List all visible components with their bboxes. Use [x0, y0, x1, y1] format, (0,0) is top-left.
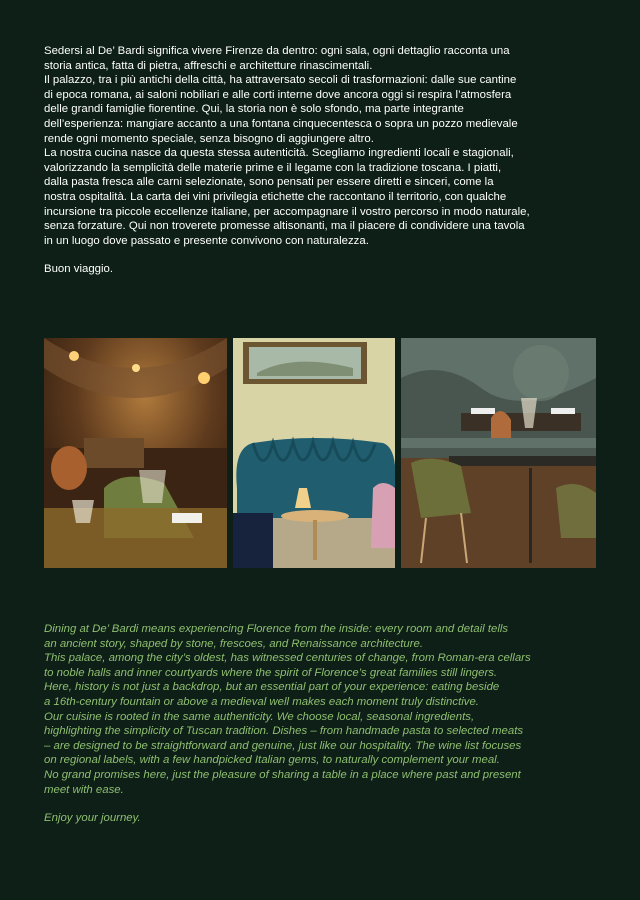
photo-velvet-sofa-lounge: [233, 338, 395, 568]
closing-english: Enjoy your journey.: [44, 812, 141, 825]
photo-stone-vault-dining-room: [44, 338, 227, 568]
photo-strip: [44, 338, 596, 568]
closing-italian: Buon viaggio.: [44, 263, 114, 276]
intro-paragraph-english: Dining at De’ Bardi means experiencing Florence from the inside: every room and detail tells an ancient story, shaped by stone, frescoes, and Renaissance architecture. This palace, among the city’s oldest, has witnessed centuries of change, from Roman-era cellars to noble halls and inner courtyards where the spirit of Florence’s great families still lingers. Here, history is not just a backdrop, but an essential part of your experience: eating beside a 16th-century fountain or above a medieval well makes each moment truly distinctive. Our cuisine is rooted in the same authenticity. We choose local, seasonal ingredients, highlighting the simplicity of Tuscan tradition. Dishes – from handmade pasta to selected meats – are designed to be straightforward and genuine, just like our hospitality. The wine list focuses on regional labels, with a few handpicked Italian gems, to naturally complement your meal. No grand promises here, just the pleasure of sharing a table in a place where past and present meet with ease.: [44, 623, 531, 796]
photo-fresco-wall-dining-room: [401, 338, 596, 568]
intro-paragraph-italian: Sedersi al De’ Bardi significa vivere Firenze da dentro: ogni sala, ogni dettaglio racconta una storia antica, fatta di pietra, affreschi e architetture rinascimentali. Il palazzo, tra i più antichi della città, ha attraversato secoli di trasformazioni: dalle sue cantine di epoca romana, ai saloni nobiliari e alle corti interne dove ancora oggi si respira l’atmosfera delle grandi famiglie fiorentine. Qui, la storia non è solo sfondo, ma parte integrante dell’esperienza: mangiare accanto a una fontana cinquecentesca o sopra un pozzo medievale rende ogni momento speciale, senza bisogno di aggiungere altro. La nostra cucina nasce da questa stessa autenticità. Scegliamo ingredienti locali e stagionali, valorizzando la semplicità delle materie prime e il legame con la tradizione toscana. I piatti, dalla pasta fresca alle carni selezionate, sono pensati per essere diretti e sinceri, come la nostra ospitalità. La carta dei vini privilegia etichette che raccontano il territorio, con qualche incursione tra piccole eccellenze italiane, per accompagnare il vostro percorso in modo naturale, senza forzature. Qui non troverete promesse altisonanti, ma il piacere di condividere una tavola in un luogo dove passato e presente convivono con naturalezza.: [44, 45, 530, 247]
intro-text-italian: [44, 44, 604, 277]
intro-text-english: [44, 622, 604, 826]
